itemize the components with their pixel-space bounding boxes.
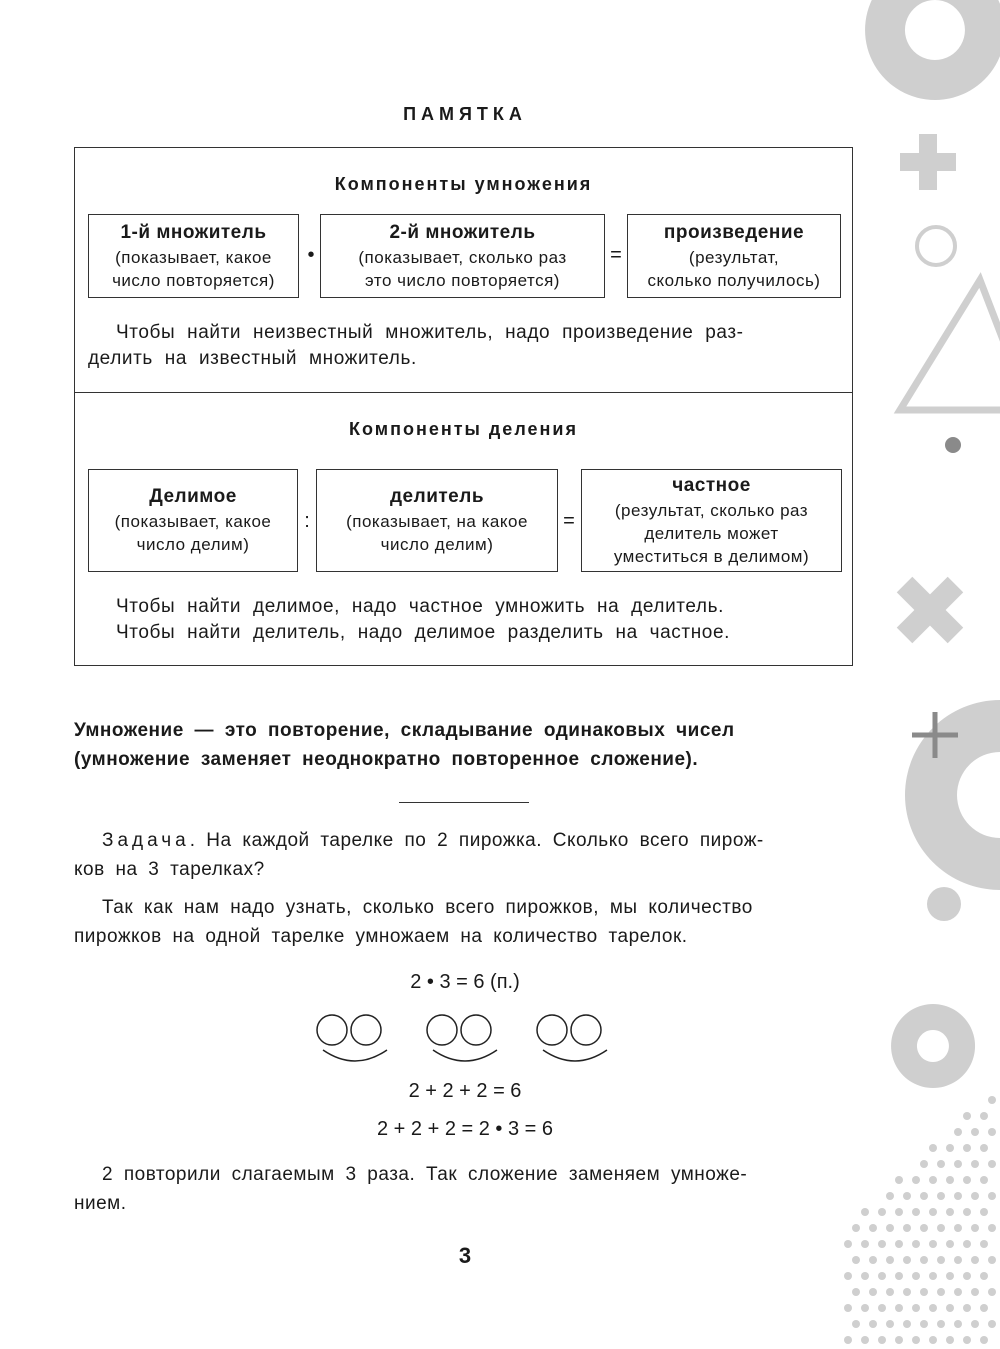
section-separator xyxy=(399,802,529,803)
dot-decoration-icon xyxy=(945,437,961,453)
formula-2: 2 + 2 + 2 = 6 xyxy=(408,1080,522,1102)
factor2-name: 2-й множитель xyxy=(389,221,536,243)
divide-sign: : xyxy=(304,510,310,532)
task-line-2: ков на 3 тарелках? xyxy=(74,859,265,880)
pie-circle xyxy=(461,1015,491,1045)
quotient-desc-2: делитель может xyxy=(644,523,779,543)
equals-sign-2: = xyxy=(563,510,575,532)
dividend-box xyxy=(88,469,298,572)
formula-1: 2 • 3 = 6 (п.) xyxy=(410,971,520,993)
definition-line-1 xyxy=(74,716,864,745)
equals-sign-1: = xyxy=(610,244,622,266)
triangle-outline-icon xyxy=(900,280,1000,410)
pie-circle xyxy=(317,1015,347,1045)
divisor-name: делитель xyxy=(390,486,484,507)
product-box xyxy=(627,214,841,298)
task-line-1 xyxy=(102,826,872,855)
group-brace xyxy=(323,1050,387,1061)
task-label: Задача xyxy=(102,830,190,851)
circle-outline-icon xyxy=(917,227,955,265)
pie-circle xyxy=(537,1015,567,1045)
pie-circle xyxy=(427,1015,457,1045)
pies-illustration xyxy=(310,1010,630,1070)
definition-term: Умножение xyxy=(74,720,184,741)
product-desc-2: сколько получилось) xyxy=(647,270,821,290)
division-title: Компоненты деления xyxy=(349,419,578,439)
divisor-desc-2: число делим) xyxy=(380,535,494,554)
multiplication-rule-1: Чтобы найти неизвестный множитель, надо произведение раз- xyxy=(116,322,744,343)
memo-divider xyxy=(74,392,853,393)
explanation-line-2: пирожков на одной тарелке умножаем на количество тарелок. xyxy=(74,926,688,947)
group-brace xyxy=(543,1050,607,1061)
factor1-name: 1-й множитель xyxy=(120,221,267,243)
multiply-sign: • xyxy=(307,244,315,266)
pie-circle xyxy=(571,1015,601,1045)
quotient-desc-3: уместиться в делимом) xyxy=(613,546,810,566)
multiplication-title: Компоненты умножения xyxy=(334,174,593,194)
factor1-box xyxy=(88,214,299,298)
ring-decoration-icon xyxy=(865,0,1000,100)
dividend-name: Делимое xyxy=(149,486,237,507)
group-brace xyxy=(433,1050,497,1061)
factor1-desc-1: (показывает, какое xyxy=(115,247,272,267)
page-heading: ПАМЯТКА xyxy=(403,104,527,124)
conclusion-line-2: нием. xyxy=(74,1193,127,1214)
page-number: 3 xyxy=(458,1243,472,1268)
divisor-box xyxy=(316,469,558,572)
task-text: . На каждой тарелке по 2 пирожка. Сколько всего пирож- xyxy=(189,830,764,851)
decorative-shapes xyxy=(840,0,1000,1349)
definition-line-2: (умножение заменяет неоднократно повторенное сложение). xyxy=(74,749,699,770)
dividend-desc-1: (показывает, какое xyxy=(114,512,272,531)
factor2-desc-1: (показывает, сколько раз xyxy=(358,247,567,267)
product-desc-1: (результат, xyxy=(688,247,780,267)
dividend-desc-2: число делим) xyxy=(136,535,250,554)
factor2-desc-2: это число повторяется) xyxy=(365,270,560,290)
factor2-box xyxy=(320,214,605,298)
arc-decoration-icon xyxy=(905,700,1000,890)
product-name: произведение xyxy=(663,221,805,243)
pie-circle xyxy=(351,1015,381,1045)
divisor-desc-1: (показывает, на какое xyxy=(346,512,528,531)
conclusion-line-1: 2 повторили слагаемым 3 раза. Так сложение заменяем умноже- xyxy=(102,1164,748,1185)
cross-decoration-icon xyxy=(879,559,981,661)
quotient-box xyxy=(581,469,842,572)
quotient-name: частное xyxy=(672,474,751,496)
quotient-desc-1: (результат, сколько раз xyxy=(614,500,809,520)
division-rule-2: Чтобы найти делитель, надо делимое разделить на частное. xyxy=(116,622,731,643)
multiplication-rule-2: делить на известный множитель. xyxy=(88,348,417,369)
definition-rest: — это повторение, складывание одинаковых чисел xyxy=(183,720,735,741)
division-rule-1: Чтобы найти делимое, надо частное умножить на делитель. xyxy=(116,596,724,617)
factor1-desc-2: число повторяется) xyxy=(112,270,275,290)
explanation-line-1: Так как нам надо узнать, сколько всего пирожков, мы количество xyxy=(102,897,753,918)
formula-3: 2 + 2 + 2 = 2 • 3 = 6 xyxy=(376,1118,554,1140)
